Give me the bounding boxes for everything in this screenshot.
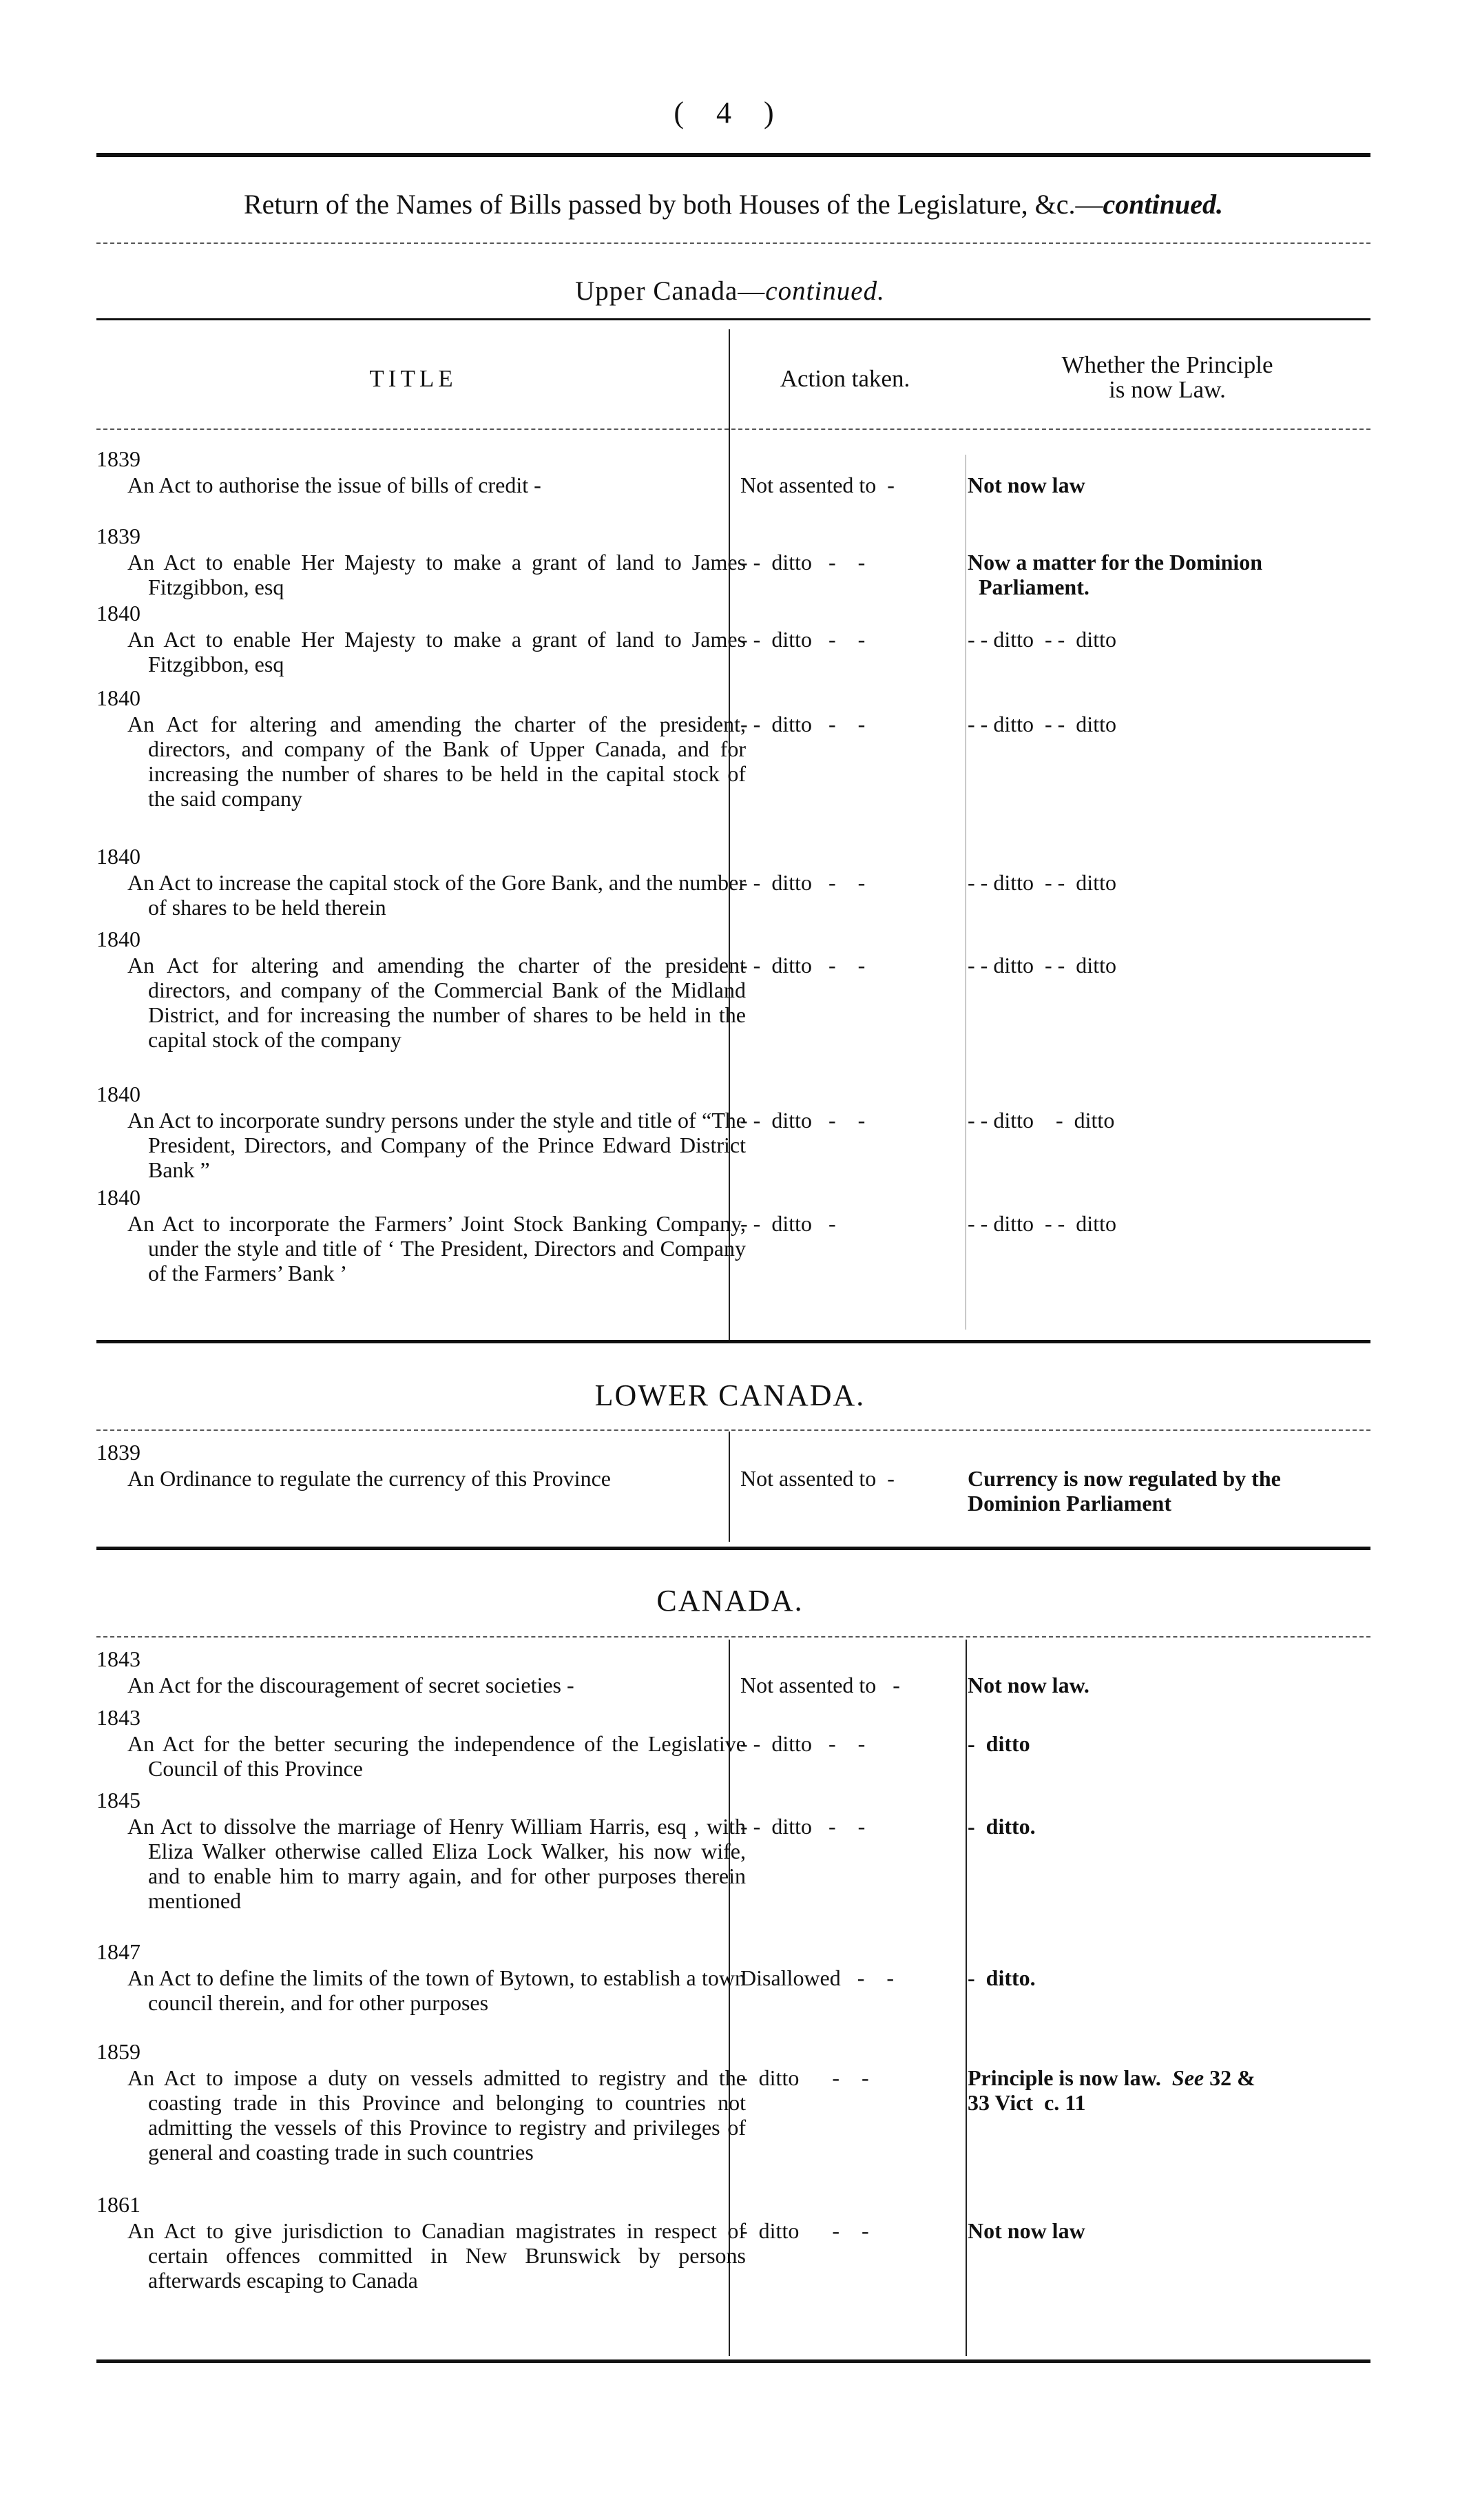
row-action: - - ditto - -	[740, 1731, 866, 1756]
row-year: 1840	[96, 685, 140, 710]
row-status: - - ditto - - ditto	[968, 953, 1116, 978]
row-year: 1840	[96, 927, 140, 951]
row-action: - - ditto - -	[740, 1108, 866, 1133]
column-header-status: Whether the Principle is now Law.	[1061, 351, 1273, 403]
row-action: - - ditto - -	[740, 550, 866, 575]
row-status: - ditto.	[968, 1965, 1036, 1990]
row-action: Not assented to -	[740, 473, 895, 497]
top-rule	[96, 153, 1370, 157]
row-title: An Act to enable Her Majesty to make a grant of land to James Fitzgibbon, esq	[127, 550, 746, 599]
row-title: An Act to enable Her Majesty to make a grant of land to James Fitzgibbon, esq	[127, 627, 746, 677]
canada-title: CANADA.	[656, 1584, 804, 1618]
row-title: An Act to define the limits of the town of Bytown, to establish a town council therein, and for other purposes	[127, 1965, 746, 2015]
row-title: An Act to dissolve the marriage of Henry William Harris, esq , with Eliza Walker otherwise called Eliza Lock Walker, his now wife, and to enable him to marry again, and for other purposes therein mentioned	[127, 1814, 746, 1913]
row-title: An Act to authorise the issue of bills of credit -	[127, 473, 541, 497]
row-year: 1847	[96, 1939, 140, 1964]
upper-canada-title: Upper Canada—continued.	[575, 276, 885, 306]
heading-main: Return of the Names of Bills passed by both Houses of the Legislature, &c.—	[243, 189, 1103, 220]
row-title: An Act to incorporate the Farmers’ Joint Stock Banking Company, under the style and title of ‘ The President, Directors and Company of the Farmers’ Bank ’	[127, 1211, 746, 1285]
row-title: An Act to impose a duty on vessels admitted to registry and the coasting trade in this Province and belonging to countries not admitting the vessels of this Province to registry and privileges of general and coasting trade in such countries	[127, 2065, 746, 2165]
row-action: - ditto - -	[740, 2065, 869, 2090]
lower-canada-title: LOWER CANADA.	[594, 1378, 866, 1412]
status-citation: 32 & 33 Vict c. 11	[968, 2065, 1255, 2115]
row-title: An Act for the better securing the independence of the Legislative Council of this Province	[127, 1731, 746, 1781]
row-status: Not now law	[968, 473, 1085, 497]
row-status: - - ditto - ditto	[968, 1108, 1115, 1133]
row-action: - - ditto - -	[740, 953, 866, 978]
row-title: An Ordinance to regulate the currency of this Province	[127, 1466, 611, 1491]
row-status: - - ditto - - ditto	[968, 627, 1116, 652]
row-title: An Act for altering and amending the charter of the president directors, and company of the Commercial Bank of the Midland District, and for increasing the number of shares to be held in the capital stock of the company	[127, 953, 746, 1052]
status-reference: See	[1171, 2065, 1204, 2090]
row-status: - ditto	[968, 1731, 1030, 1756]
upper-canada-columns-rule	[96, 428, 1370, 430]
row-year: 1840	[96, 1082, 140, 1106]
page-heading	[96, 188, 1370, 220]
row-status: - - ditto - - ditto	[968, 870, 1116, 895]
lower-canada-end-rule	[96, 1547, 1370, 1550]
row-action: - - ditto -	[740, 1211, 836, 1236]
row-action: - - ditto - -	[740, 627, 866, 652]
row-title: An Act for altering and amending the charter of the president, directors, and company of the Bank of Upper Canada, and for increasing the number of shares to be held in the capital stock of the said company	[127, 712, 746, 811]
row-year: 1859	[96, 2039, 140, 2064]
row-title: An Act to give jurisdiction to Canadian magistrates in respect of certain offences committed in New Brunswick by persons afterwards escaping to Canada	[127, 2218, 746, 2293]
row-status	[968, 2065, 1381, 2115]
row-action: - - ditto - -	[740, 870, 866, 895]
upper-canada-header-rule	[96, 318, 1370, 320]
row-year: 1840	[96, 1185, 140, 1210]
row-year: 1839	[96, 446, 140, 471]
row-status: - ditto.	[968, 1814, 1036, 1839]
row-year: 1861	[96, 2192, 140, 2217]
upper-canada-end-rule	[96, 1340, 1370, 1343]
row-status: Now a matter for the Dominion Parliament.	[968, 550, 1263, 599]
row-status: - - ditto - - ditto	[968, 1211, 1116, 1236]
row-status: Currency is now regulated by the Dominion Parliament	[968, 1466, 1281, 1516]
row-title: An Act for the discouragement of secret societies -	[127, 1673, 574, 1697]
row-year: 1843	[96, 1705, 140, 1730]
status-text: Principle is now law.	[968, 2065, 1161, 2090]
row-year: 1839	[96, 524, 140, 548]
row-title: An Act to increase the capital stock of the Gore Bank, and the number of shares to be held therein	[127, 870, 746, 920]
row-action: Not assented to -	[740, 1466, 895, 1491]
lower-canada-header-rule	[96, 1429, 1370, 1431]
heading-divider	[96, 242, 1370, 244]
row-year: 1845	[96, 1788, 140, 1812]
row-title: An Act to incorporate sundry persons under the style and title of “The President, Directors, and Company of the Prince Edward District Bank ”	[127, 1108, 746, 1182]
row-status: Not now law	[968, 2218, 1085, 2243]
canada-end-rule	[96, 2359, 1370, 2363]
row-year: 1840	[96, 601, 140, 626]
row-year: 1843	[96, 1646, 140, 1671]
row-action: Disallowed - -	[740, 1965, 895, 1990]
row-year: 1840	[96, 844, 140, 869]
heading-continued: continued.	[1103, 189, 1224, 220]
row-year: 1839	[96, 1440, 140, 1465]
row-action: - - ditto - -	[740, 1814, 866, 1839]
row-action: - - ditto - -	[740, 712, 866, 736]
row-status: Not now law.	[968, 1673, 1089, 1697]
column-header-action: Action taken.	[780, 365, 910, 392]
row-action: - ditto - -	[740, 2218, 869, 2243]
canada-col-divider-2	[966, 1640, 967, 2356]
row-action: Not assented to -	[740, 1673, 900, 1697]
column-header-title: TITLE	[369, 365, 457, 392]
canada-header-rule	[96, 1636, 1370, 1638]
row-status: - - ditto - - ditto	[968, 712, 1116, 736]
page-number: ( 4 )	[674, 96, 786, 130]
